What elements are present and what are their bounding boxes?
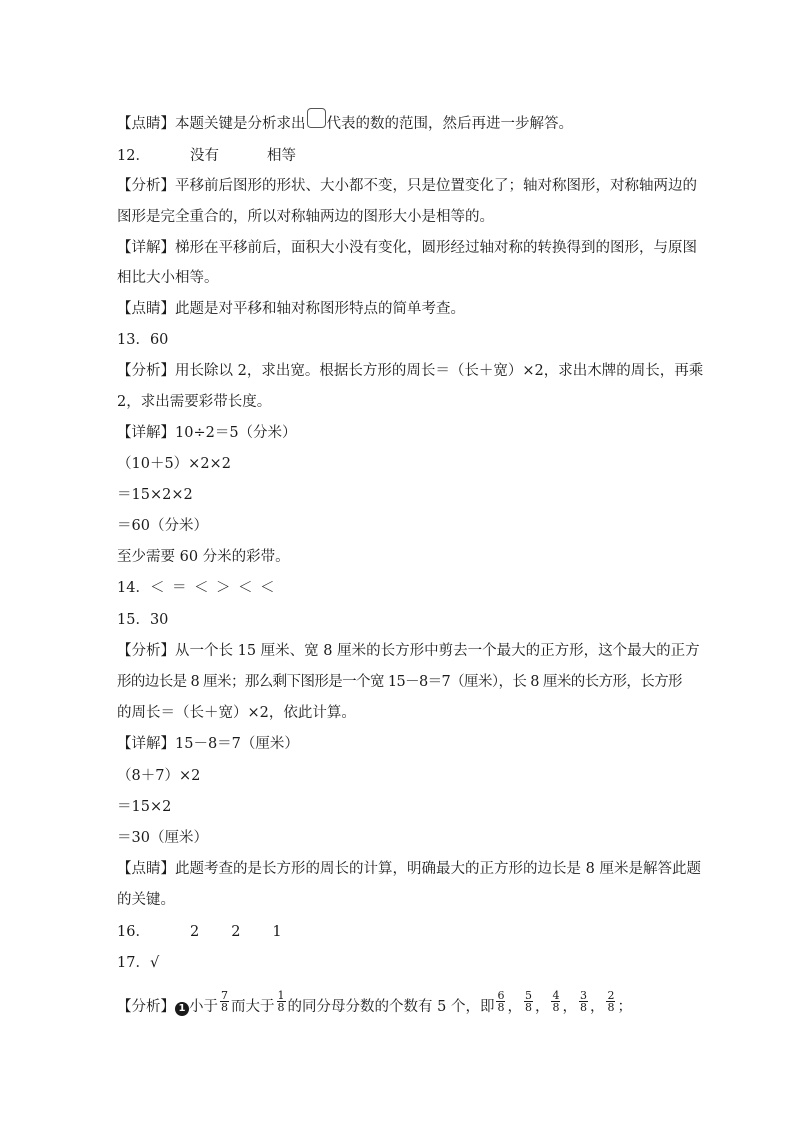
fenxi-tag: 【分析】 (117, 363, 175, 379)
compare-symbol: ＜ (193, 580, 209, 596)
placeholder-box-icon (307, 108, 326, 128)
item16-answer: 16． 2 2 1 (117, 924, 282, 940)
xiangjie-tag: 【详解】 (117, 240, 175, 256)
question-number: 12． (117, 148, 150, 164)
circled-number-icon: 1 (175, 1002, 189, 1016)
item13-calc-2: （10＋5）×2×2 (117, 456, 231, 472)
fenxi-tag: 【分析】 (117, 999, 175, 1015)
dianjing-tag: 【点睛】 (117, 301, 175, 317)
item13-calc-4: ＝60（分米） (117, 518, 208, 534)
answer-blank-2: 相等 (266, 148, 296, 164)
fraction: $\frac{7}{8}$ (221, 989, 228, 1014)
item13-xiangjie: 【详解】10÷2＝5（分米） (117, 425, 297, 441)
item17-answer: 17．√ (117, 955, 160, 971)
item11-dianjing: 【点睛】本题关键是分析求出 代表的数的范围，然后再进一步解答。 (117, 108, 687, 134)
compare-symbol: ＜ (149, 580, 165, 596)
item13-conclusion: 至少需要 60 分米的彩带。 (117, 549, 290, 565)
item13-answer: 13．60 (117, 332, 169, 348)
item15-dianjing-2: 的关键。 (117, 892, 175, 908)
item12-dianjing: 【点睛】此题是对平移和轴对称图形特点的简单考查。 (117, 301, 465, 317)
item15-dianjing-1: 【点睛】此题考查的是长方形的周长的计算，明确最大的正方形的边长是 8 厘米是解答此题 (117, 861, 701, 877)
compare-symbol: ＞ (215, 580, 231, 596)
fraction: $\frac{2}{8}$ (607, 989, 615, 1014)
dianjing-tag: 【点睛】 (117, 116, 175, 132)
compare-symbol: ＝ (171, 580, 187, 596)
dianjing-tag: 【点睛】 (117, 861, 175, 877)
xiangjie-tag: 【详解】 (117, 736, 175, 752)
fraction: $\frac{1}{8}$ (277, 989, 285, 1014)
item13-fenxi-1: 【分析】用长除以 2，求出宽。根据长方形的周长＝（长＋宽）×2，求出木牌的周长，再乘 (117, 363, 704, 379)
item15-xiangjie: 【详解】15－8＝7（厘米） (117, 736, 299, 752)
item15-calc-4: ＝30（厘米） (117, 830, 208, 846)
item12-fenxi-1: 【分析】平移前后图形的形状、大小都不变，只是位置变化了；轴对称图形，对称轴两边的 (117, 178, 697, 194)
item15-calc-3: ＝15×2 (117, 799, 172, 815)
item15-fenxi-2: 形的边长是 8 厘米；那么剩下图形是一个宽 15－8＝7（厘米），长 8 厘米的长方形，长方形 (117, 674, 682, 690)
fenxi-tag: 【分析】 (117, 643, 175, 659)
item13-fenxi-2: 2，求出需要彩带长度。 (117, 394, 272, 410)
answer-blank-1: 没有 (189, 148, 219, 164)
fraction: $\frac{6}{8}$ (497, 989, 505, 1014)
item12-xiangjie-2: 相比大小相等。 (117, 270, 219, 286)
answer-blank: 2 (189, 924, 200, 940)
item14-answer: 14．＜ ＝ ＜ ＞ ＜ ＜ (117, 578, 687, 598)
item15-answer: 15．30 (117, 612, 169, 628)
item15-calc-2: （8＋7）×2 (117, 768, 201, 784)
item12-xiangjie-1: 【详解】梯形在平移前后，面积大小没有变化，圆形经过轴对称的转换得到的图形，与原图 (117, 240, 697, 256)
fraction: $\frac{4}{8}$ (552, 989, 560, 1014)
xiangjie-tag: 【详解】 (117, 425, 175, 441)
fraction: $\frac{3}{8}$ (579, 989, 587, 1014)
compare-symbol: ＜ (259, 580, 275, 596)
item15-fenxi-1: 【分析】从一个长 15 厘米、宽 8 厘米的长方形中剪去一个最大的正方形，这个最大的正方 (117, 643, 700, 659)
answer-blank: 1 (272, 924, 282, 940)
answer-blank: 2 (231, 924, 241, 940)
item13-calc-3: ＝15×2×2 (117, 487, 193, 503)
fraction: $\frac{5}{8}$ (524, 989, 532, 1014)
fenxi-tag: 【分析】 (117, 178, 175, 194)
item17-fenxi: 【分析】 1 小于 $\frac{7}{8}$ 而大于 $\frac{1}{8}$ 的同分母分数的个数有 5 个，即 $\frac{6}{8}$ ， $\frac{5}{8}$ ， $\frac{4}{8}$ ， $\frac{3}{8}$ ， $\frac{2}{8}$ ； (117, 989, 632, 1015)
item12-answer (117, 146, 687, 166)
compare-symbol: ＜ (237, 580, 253, 596)
item12-fenxi-2: 图形是完全重合的，所以对称轴两边的图形大小是相等的。 (117, 209, 494, 225)
item15-fenxi-3: 的周长＝（长＋宽）×2，依此计算。 (117, 705, 356, 721)
